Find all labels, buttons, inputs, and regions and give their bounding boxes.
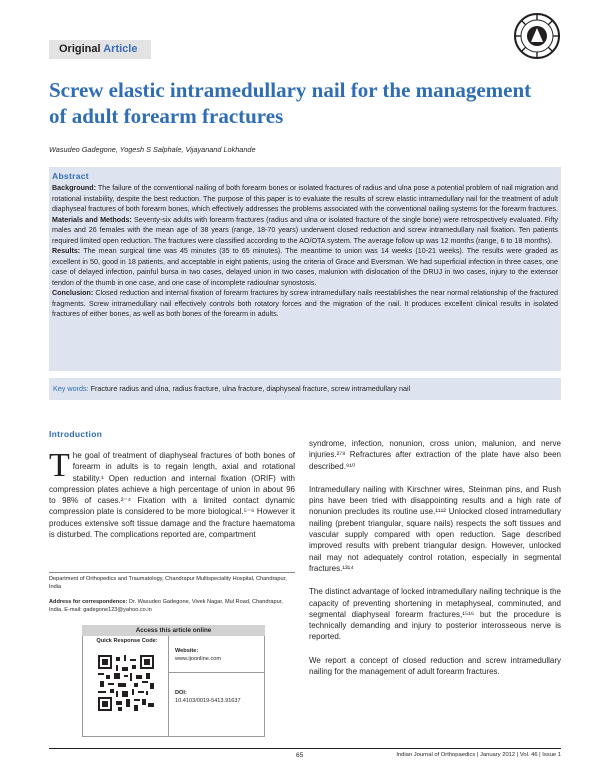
background-label: Background: — [52, 184, 97, 192]
correspondence — [49, 599, 295, 614]
doi-link[interactable]: 10.4103/0019-5413.91637 — [175, 698, 241, 704]
tag-word-article: Article — [103, 43, 138, 55]
page-number: 65 — [296, 752, 304, 759]
introduction-column-left — [49, 447, 295, 540]
intro-paragraph-3: Intramedullary nailing with Kirschner wires, Steinman pins, and Rush pins have been tried with disappointing results and a high rate of nonunion precludes its routine use.¹¹¹² Unlocked closed intramedullary nailing (prebent triangular, square nails) respects the soft tissues and vascular supply compared with open reduction. Sage described improved results with prebent triangular design. However, unlocked nail may not adequately control rotation, especially in segmental fractures.¹³¹⁴ — [309, 484, 561, 573]
access-box-row-divider — [169, 672, 264, 673]
journal-seal-icon — [513, 12, 561, 60]
qr-code-label: Quick Response Code: — [96, 638, 158, 644]
introduction-column-right — [309, 438, 561, 689]
keywords-label: Key words: — [53, 384, 89, 393]
tag-word-original: Original — [59, 43, 101, 55]
intro-paragraph-5: We report a concept of closed reduction and screw intramedullary nailing for the management of adult forearm fractures. — [309, 655, 561, 677]
website-link[interactable]: www.ijoonline.com — [175, 656, 222, 662]
doi-label: DOI: — [175, 690, 187, 696]
correspondence-label: Address for correspondence: — [49, 599, 128, 605]
keywords-text: Fracture radius and ulna, radius fracture, ulna fracture, diaphyseal fracture, screw intramedullary nail — [90, 384, 411, 393]
methods-label: Materials and Methods: — [52, 215, 132, 224]
conclusion-label: Conclusion: — [52, 289, 94, 297]
article-type-tag — [49, 40, 151, 59]
intro-paragraph-1: he goal of treatment of diaphyseal fractures of both bones of forearm in adults is to regain length, axial and rotational stability.¹ Open reduction and internal fixation (ORIF) with compression plates achieve a high percentage of union in about 96 to 98% of cases.²⁻⁴ Fixation with a limited contact dynamic compression plate is considered to be more biological.⁵⁻⁶ However it produces extensive soft tissue damage and the fracture haematoma is disturbed. The complications reported are, compartment — [49, 451, 295, 540]
results-text: The mean surgical time was 45 minutes (35 to 65 minutes). The meantime to union was 14 weeks (10-21 weeks). The results were graded as excellent in 50, good in 18 patients, and acceptable in eight patients, using the criteria of Grace and Eversman. We had superficial infection in three cases, one case of delayed infection, painful bursa in two cases, delayed union in two cases, malunion with dislocation of the DRUJ in two cases, injury to the extensor tendon of the thumb in one case, and one case of incomplete radioulnar synostosis. — [52, 247, 558, 287]
intro-paragraph-2: syndrome, infection, nonunion, cross union, malunion, and nerve injuries.²⁷⁸ Refractures after extraction of the plate have also been described.⁹¹⁰ — [309, 439, 561, 471]
footnote-divider — [49, 572, 295, 573]
journal-citation: Indian Journal of Orthopaedics | January 2012 | Vol. 46 | Issue 1 — [396, 752, 561, 758]
footer-rule — [49, 748, 561, 749]
abstract-body — [52, 183, 558, 320]
introduction-heading: Introduction — [49, 429, 103, 439]
correspondence-text: Dr. Wasudeo Gadegone, Vivek Nagar, Mul Road, Chandrapur, India. E-mail: gadegone123@yahoo.co.in — [49, 599, 283, 613]
conclusion-text: Closed reduction and internal fixation of forearm fractures by screw intramedullary nails reestablishes the near normal relationship of the fractured fragments. Screw intramedullary nail effectively controls both rotatory forces and the migration of the nail. It produces excellent clinical results in isolated fractures of either bones, as well as both bones of the forearm in adults. — [52, 289, 558, 318]
methods-text: Seventy-six adults with forearm fractures (radius and ulna or isolated fracture of the single bone) were retrospectively evaluated. Fifty males and 26 females with the mean age of 38 years (range, 18-70 years) underwent closed reduction and screw intramedullary nail fixation. Ten patients required limited open reduction. The fractures were classified according to the AO/OTA system. The average follow up was 12 months (range, 6 to 18 months). — [52, 215, 558, 245]
access-box-heading: Access this article online — [82, 625, 265, 636]
access-box-divider — [168, 636, 169, 737]
drop-cap: T — [49, 447, 70, 484]
affiliation: Department of Orthopedics and Traumatology, Chandrapur Multispeciality Hospital, Chandrapur, India — [49, 576, 287, 590]
website-label: Website: — [175, 648, 199, 654]
article-title: Screw elastic intramedullary nail for the management of adult forearm fractures — [49, 78, 532, 128]
results-label: Results: — [52, 247, 81, 255]
keywords — [53, 384, 410, 393]
abstract-heading: Abstract — [52, 171, 89, 181]
background-text: The failure of the conventional nailing of both forearm bones or isolated fractures of radius and ulna pose a potential problem of nail migration and rotational instability, despite the best reduction. The purpose of this paper is to evaluate the results of screw elastic intramedullary nail for the treatment of adult diaphyseal fractures of both forearm bones, which effectively addresses the problems associated with the conventional nailing systems for the forearm fractures. — [52, 184, 558, 213]
intro-paragraph-4: The distinct advantage of locked intramedullary nailing technique is the capacity of preventing shortening in metaphyseal, comminuted, and segmental diaphyseal forearm fractures,¹⁵¹⁶ but the procedure is technically demanding and injury to posterior interosseous nerve is reported. — [309, 587, 561, 642]
author-list: Wasudeo Gadegone, Yogesh S Salphale, Vijayanand Lokhande — [49, 145, 256, 154]
qr-code-icon[interactable] — [98, 655, 154, 711]
